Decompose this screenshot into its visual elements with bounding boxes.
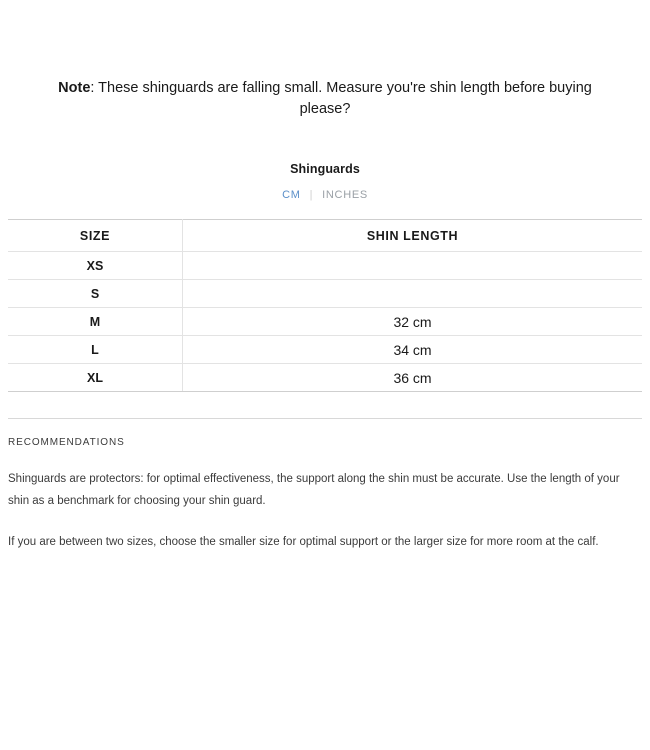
note-label: Note xyxy=(58,80,91,96)
recommendations-heading: RECOMMENDATIONS xyxy=(8,437,125,449)
size-chart-title: Shinguards xyxy=(290,162,360,177)
size-chart-table xyxy=(8,219,642,392)
table-row xyxy=(8,252,642,280)
unit-option-inches[interactable]: INCHES xyxy=(322,189,368,202)
table-header xyxy=(8,220,642,252)
unit-option-cm[interactable]: CM xyxy=(282,189,301,202)
cell-size: XL xyxy=(8,364,183,392)
cell-shin-length xyxy=(183,280,643,308)
cell-size: M xyxy=(8,308,183,336)
column-header-size: SIZE xyxy=(8,220,183,252)
recommendation-paragraph: If you are between two sizes, choose the smaller size for optimal support or the larger size for more room at the calf. xyxy=(8,535,599,548)
cell-size: S xyxy=(8,280,183,308)
table-row xyxy=(8,364,642,392)
table-row xyxy=(8,280,642,308)
column-header-shin-length: SHIN LENGTH xyxy=(183,220,643,252)
recommendations-body xyxy=(8,468,642,553)
recommendation-paragraph: Shinguards are protectors: for optimal effectiveness, the support along the shin must be accurate. Use the length of your shin as a benchmark for choosing your shin guard. xyxy=(8,473,620,508)
note-text: : These shinguards are falling small. Measure you're shin length before buying please? xyxy=(90,80,592,118)
recommendations-divider xyxy=(8,418,642,419)
cell-size: XS xyxy=(8,252,183,280)
table-row xyxy=(8,308,642,336)
note-block xyxy=(0,0,650,120)
table-row xyxy=(8,336,642,364)
table-body xyxy=(8,252,642,392)
cell-shin-length: 36 cm xyxy=(183,364,643,392)
cell-shin-length xyxy=(183,252,643,280)
cell-shin-length: 32 cm xyxy=(183,308,643,336)
table-header-row xyxy=(8,220,642,252)
cell-size: L xyxy=(8,336,183,364)
unit-separator: | xyxy=(309,189,314,202)
cell-shin-length: 34 cm xyxy=(183,336,643,364)
unit-toggle[interactable] xyxy=(0,189,650,201)
